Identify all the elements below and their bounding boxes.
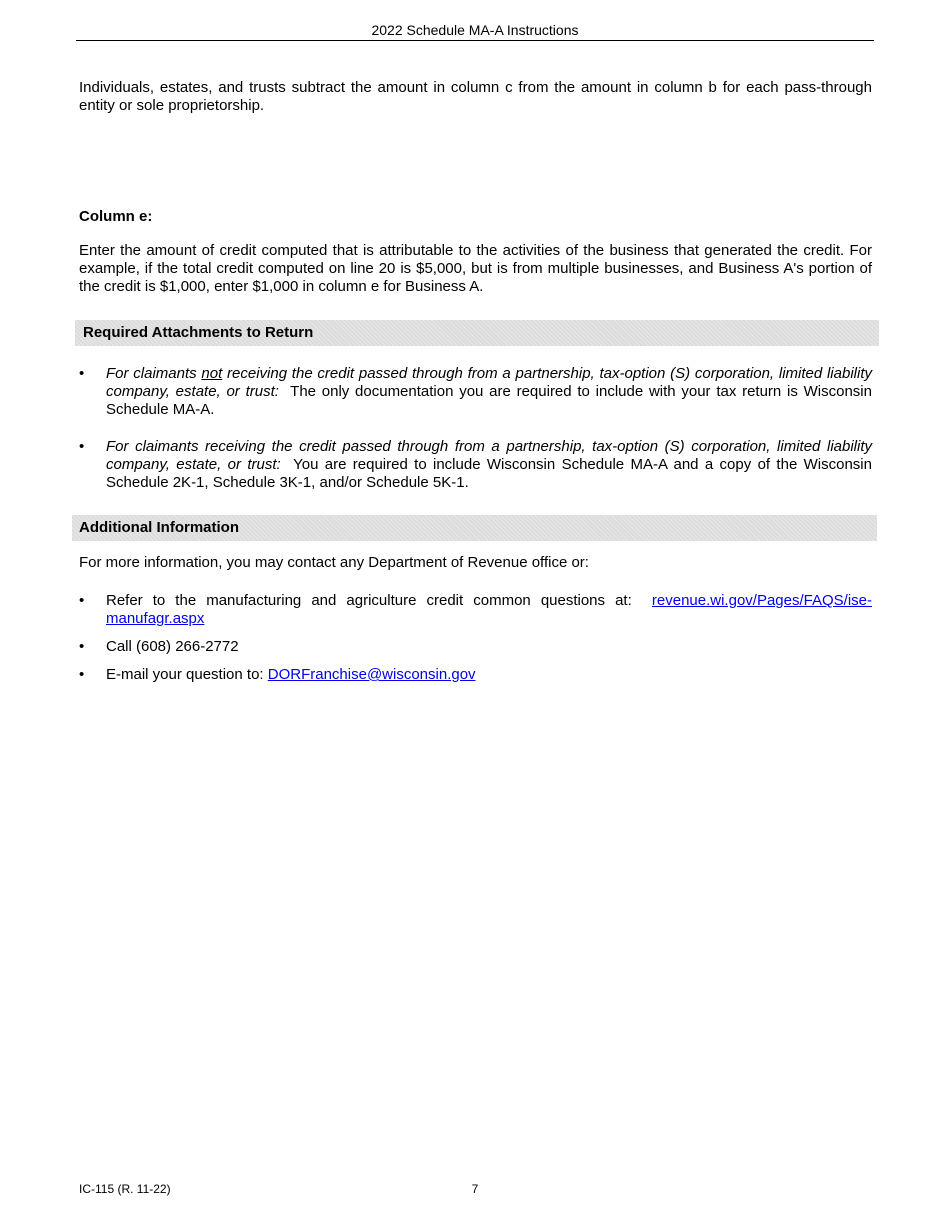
item-2-lead: For claimants receiving the credit passed through from a partnership, tax-option (S) corporation, limited liability company, estate, or trust:	[106, 438, 872, 473]
column-e-heading: Column e:	[79, 208, 153, 225]
faq-refer-text: Refer to the manufacturing and agriculture credit common questions at:	[106, 592, 632, 609]
additional-info-item-1	[79, 592, 872, 628]
intro-paragraph: Individuals, estates, and trusts subtract the amount in column c from the amount in column b for each pass-through entity or sole proprietorship.	[79, 79, 872, 114]
required-attachment-item-1	[79, 365, 872, 419]
email-prompt-text: E-mail your question to:	[106, 666, 264, 683]
required-attachments-heading: Required Attachments to Return	[83, 324, 314, 341]
additional-info-bar	[72, 515, 877, 541]
footer-form-id: IC-115 (R. 11-22)	[79, 1182, 171, 1196]
additional-info-intro: For more information, you may contact any Department of Revenue office or:	[79, 554, 589, 571]
additional-info-item-1-line-1	[106, 592, 872, 610]
bullet-icon: •	[79, 438, 85, 455]
bullet-icon: •	[79, 638, 85, 655]
required-attachment-item-2-text	[106, 438, 872, 492]
faq-link[interactable]: revenue.wi.gov/Pages/FAQS/ise-	[651, 592, 872, 609]
page-header	[76, 20, 874, 41]
additional-info-item-2	[79, 638, 872, 656]
bullet-icon: •	[79, 666, 85, 683]
additional-info-item-3	[79, 666, 872, 684]
item-1-body: The only documentation you are required to include with your tax return is Wisconsin Schedule MA-A.	[106, 383, 872, 418]
faq-link-continued[interactable]: manufagr.aspx	[106, 610, 205, 627]
additional-info-item-3-text	[106, 666, 872, 684]
page-header-title: 2022 Schedule MA-A Instructions	[371, 22, 579, 38]
required-attachments-bar	[75, 320, 879, 346]
email-link[interactable]: DORFranchise@wisconsin.gov	[267, 666, 476, 683]
bullet-icon: •	[79, 592, 85, 609]
footer-page-number: 7	[471, 1182, 479, 1196]
required-attachment-item-2	[79, 438, 872, 492]
item-1-lead-after: receiving the credit passed through from a partnership, tax-option (S) corporation, limited liability company, estate, or trust:	[106, 365, 872, 400]
call-phone-text: Call (608) 266-2772	[106, 638, 239, 655]
additional-info-item-1-line-2	[106, 610, 872, 628]
bullet-icon: •	[79, 365, 85, 382]
item-2-body: You are required to include Wisconsin Schedule MA-A and a copy of the Wisconsin Schedule 2K-1, Schedule 3K-1, and/or Schedule 5K-1.	[106, 456, 872, 491]
additional-info-heading: Additional Information	[79, 519, 239, 536]
item-1-lead-before: For claimants	[106, 365, 202, 382]
column-e-paragraph: Enter the amount of credit computed that is attributable to the activities of the business that generated the credit. For example, if the total credit computed on line 20 is $5,000, but is from multiple businesses, and Business A's portion of the credit is $1,000, enter $1,000 in column e for Business A.	[79, 242, 872, 295]
item-1-lead-emph: not	[201, 365, 223, 382]
required-attachment-item-1-text	[106, 365, 872, 419]
